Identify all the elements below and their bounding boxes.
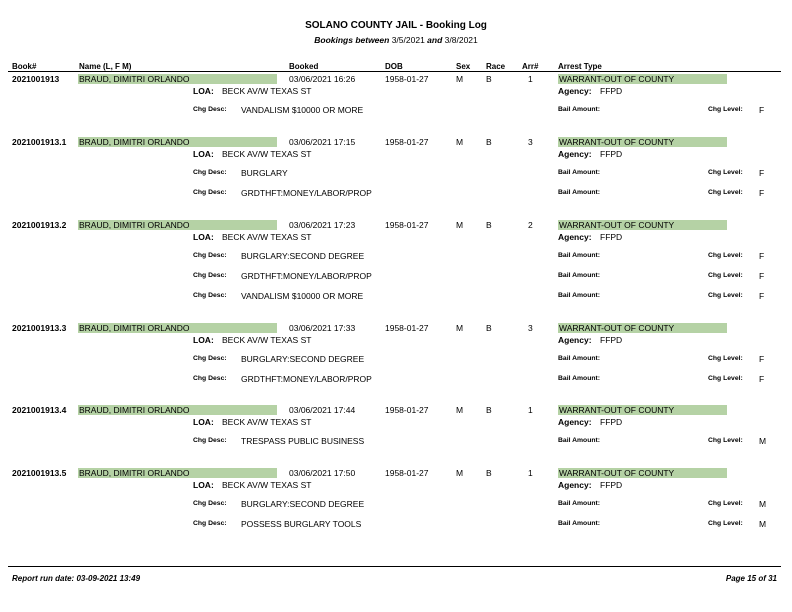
sex-value: M xyxy=(456,323,464,333)
chg-desc-value: BURGLARY:SECOND DEGREE xyxy=(241,354,365,364)
race-value: B xyxy=(486,74,492,84)
bail-amount-label: Bail Amount: xyxy=(558,500,601,507)
booking-number: 2021001913 xyxy=(12,74,60,84)
col-header-dob: DOB xyxy=(385,62,403,71)
loa-label: LOA: xyxy=(193,480,214,490)
dob-value: 1958-01-27 xyxy=(385,323,429,333)
booked-datetime: 03/06/2021 16:26 xyxy=(289,74,356,84)
col-header-race: Race xyxy=(486,62,506,71)
bail-amount-label: Bail Amount: xyxy=(558,355,601,362)
page-number: Page 15 of 31 xyxy=(725,574,777,583)
chg-desc-label: Chg Desc: xyxy=(193,252,227,259)
dob-value: 1958-01-27 xyxy=(385,468,429,478)
chg-level-value: F xyxy=(759,168,765,178)
chg-desc-value: BURGLARY xyxy=(241,168,288,178)
person-name: BRAUD, DIMITRI ORLANDO xyxy=(78,323,277,333)
chg-level-label: Chg Level: xyxy=(708,252,743,259)
header-rule xyxy=(8,71,781,72)
bail-amount-label: Bail Amount: xyxy=(558,292,601,299)
booking-number: 2021001913.5 xyxy=(12,468,67,478)
loa-value: BECK AV/W TEXAS ST xyxy=(222,232,312,242)
arrest-count: 3 xyxy=(528,323,533,333)
arrest-type: WARRANT-OUT OF COUNTY xyxy=(558,220,727,230)
chg-level-label: Chg Level: xyxy=(708,292,743,299)
bail-amount-label: Bail Amount: xyxy=(558,252,601,259)
col-header-booked: Booked xyxy=(289,62,319,71)
col-header-name: Name (L, F M) xyxy=(79,62,132,71)
chg-desc-label: Chg Desc: xyxy=(193,520,227,527)
race-value: B xyxy=(486,405,492,415)
arrest-count: 2 xyxy=(528,220,533,230)
chg-desc-label: Chg Desc: xyxy=(193,292,227,299)
chg-level-value: F xyxy=(759,291,765,301)
loa-label: LOA: xyxy=(193,335,214,345)
footer-rule xyxy=(8,566,781,567)
sex-value: M xyxy=(456,405,464,415)
col-header-sex: Sex xyxy=(456,62,471,71)
agency-value: FFPD xyxy=(600,480,623,490)
chg-level-value: F xyxy=(759,271,765,281)
sex-value: M xyxy=(456,74,464,84)
agency-value: FFPD xyxy=(600,335,623,345)
agency-label: Agency: xyxy=(558,232,592,242)
race-value: B xyxy=(486,468,492,478)
bail-amount-label: Bail Amount: xyxy=(558,520,601,527)
loa-value: BECK AV/W TEXAS ST xyxy=(222,149,312,159)
agency-label: Agency: xyxy=(558,335,592,345)
chg-desc-label: Chg Desc: xyxy=(193,355,227,362)
booking-number: 2021001913.3 xyxy=(12,323,67,333)
chg-level-label: Chg Level: xyxy=(708,500,743,507)
chg-level-label: Chg Level: xyxy=(708,189,743,196)
booking-number: 2021001913.4 xyxy=(12,405,67,415)
chg-level-label: Chg Level: xyxy=(708,437,743,444)
race-value: B xyxy=(486,137,492,147)
chg-desc-value: GRDTHFT:MONEY/LABOR/PROP xyxy=(241,271,372,281)
arrest-type: WARRANT-OUT OF COUNTY xyxy=(558,468,727,478)
arrest-count: 3 xyxy=(528,137,533,147)
loa-label: LOA: xyxy=(193,232,214,242)
booked-datetime: 03/06/2021 17:50 xyxy=(289,468,356,478)
chg-desc-label: Chg Desc: xyxy=(193,169,227,176)
report-title: SOLANO COUNTY JAIL - Booking Log xyxy=(305,20,487,31)
agency-value: FFPD xyxy=(600,232,623,242)
arrest-type: WARRANT-OUT OF COUNTY xyxy=(558,405,727,415)
dob-value: 1958-01-27 xyxy=(385,137,429,147)
booking-number: 2021001913.2 xyxy=(12,220,67,230)
col-header-arr: Arr# xyxy=(522,62,539,71)
chg-desc-label: Chg Desc: xyxy=(193,500,227,507)
chg-desc-label: Chg Desc: xyxy=(193,272,227,279)
dob-value: 1958-01-27 xyxy=(385,220,429,230)
chg-level-value: F xyxy=(759,251,765,261)
person-name: BRAUD, DIMITRI ORLANDO xyxy=(78,74,277,84)
chg-level-value: F xyxy=(759,105,765,115)
chg-desc-value: TRESPASS PUBLIC BUSINESS xyxy=(241,436,365,446)
chg-level-value: F xyxy=(759,374,765,384)
date-end: 3/8/2021 xyxy=(444,35,478,45)
booked-datetime: 03/06/2021 17:23 xyxy=(289,220,356,230)
bail-amount-label: Bail Amount: xyxy=(558,272,601,279)
arrest-type: WARRANT-OUT OF COUNTY xyxy=(558,74,727,84)
person-name: BRAUD, DIMITRI ORLANDO xyxy=(78,137,277,147)
subtitle-and: and xyxy=(427,35,443,45)
chg-level-value: M xyxy=(759,499,767,509)
chg-desc-value: BURGLARY:SECOND DEGREE xyxy=(241,499,365,509)
arrest-type: WARRANT-OUT OF COUNTY xyxy=(558,137,727,147)
chg-level-value: M xyxy=(759,436,767,446)
report-subtitle xyxy=(0,35,792,45)
chg-level-value: F xyxy=(759,188,765,198)
chg-level-label: Chg Level: xyxy=(708,106,743,113)
chg-level-value: F xyxy=(759,354,765,364)
chg-desc-value: VANDALISM $10000 OR MORE xyxy=(241,105,364,115)
bail-amount-label: Bail Amount: xyxy=(558,437,601,444)
person-name: BRAUD, DIMITRI ORLANDO xyxy=(78,468,277,478)
loa-value: BECK AV/W TEXAS ST xyxy=(222,86,312,96)
chg-desc-label: Chg Desc: xyxy=(193,375,227,382)
arrest-count: 1 xyxy=(528,468,533,478)
chg-desc-value: GRDTHFT:MONEY/LABOR/PROP xyxy=(241,188,372,198)
dob-value: 1958-01-27 xyxy=(385,405,429,415)
arrest-type: WARRANT-OUT OF COUNTY xyxy=(558,323,727,333)
booked-datetime: 03/06/2021 17:44 xyxy=(289,405,356,415)
date-start: 3/5/2021 xyxy=(391,35,425,45)
booked-datetime: 03/06/2021 17:33 xyxy=(289,323,356,333)
chg-desc-value: VANDALISM $10000 OR MORE xyxy=(241,291,364,301)
chg-desc-value: BURGLARY:SECOND DEGREE xyxy=(241,251,365,261)
loa-value: BECK AV/W TEXAS ST xyxy=(222,417,312,427)
loa-label: LOA: xyxy=(193,86,214,96)
race-value: B xyxy=(486,323,492,333)
chg-desc-value: GRDTHFT:MONEY/LABOR/PROP xyxy=(241,374,372,384)
chg-desc-label: Chg Desc: xyxy=(193,189,227,196)
loa-value: BECK AV/W TEXAS ST xyxy=(222,335,312,345)
sex-value: M xyxy=(456,468,464,478)
dob-value: 1958-01-27 xyxy=(385,74,429,84)
agency-label: Agency: xyxy=(558,86,592,96)
person-name: BRAUD, DIMITRI ORLANDO xyxy=(78,405,277,415)
col-header-arrest-type: Arrest Type xyxy=(558,62,602,71)
chg-level-value: M xyxy=(759,519,767,529)
col-header-book: Book# xyxy=(12,62,37,71)
agency-label: Agency: xyxy=(558,480,592,490)
bail-amount-label: Bail Amount: xyxy=(558,169,601,176)
bail-amount-label: Bail Amount: xyxy=(558,106,601,113)
sex-value: M xyxy=(456,137,464,147)
chg-level-label: Chg Level: xyxy=(708,375,743,382)
loa-value: BECK AV/W TEXAS ST xyxy=(222,480,312,490)
agency-label: Agency: xyxy=(558,417,592,427)
arrest-count: 1 xyxy=(528,74,533,84)
chg-level-label: Chg Level: xyxy=(708,355,743,362)
booking-number: 2021001913.1 xyxy=(12,137,67,147)
chg-level-label: Chg Level: xyxy=(708,520,743,527)
arrest-count: 1 xyxy=(528,405,533,415)
subtitle-prefix: Bookings between xyxy=(314,35,390,45)
loa-label: LOA: xyxy=(193,149,214,159)
race-value: B xyxy=(486,220,492,230)
booked-datetime: 03/06/2021 17:15 xyxy=(289,137,356,147)
report-run-date: Report run date: 03-09-2021 13:49 xyxy=(12,574,141,583)
sex-value: M xyxy=(456,220,464,230)
chg-desc-label: Chg Desc: xyxy=(193,106,227,113)
person-name: BRAUD, DIMITRI ORLANDO xyxy=(78,220,277,230)
chg-desc-value: POSSESS BURGLARY TOOLS xyxy=(241,519,362,529)
agency-label: Agency: xyxy=(558,149,592,159)
chg-level-label: Chg Level: xyxy=(708,169,743,176)
bail-amount-label: Bail Amount: xyxy=(558,375,601,382)
loa-label: LOA: xyxy=(193,417,214,427)
bail-amount-label: Bail Amount: xyxy=(558,189,601,196)
agency-value: FFPD xyxy=(600,149,623,159)
agency-value: FFPD xyxy=(600,86,623,96)
agency-value: FFPD xyxy=(600,417,623,427)
chg-desc-label: Chg Desc: xyxy=(193,437,227,444)
chg-level-label: Chg Level: xyxy=(708,272,743,279)
